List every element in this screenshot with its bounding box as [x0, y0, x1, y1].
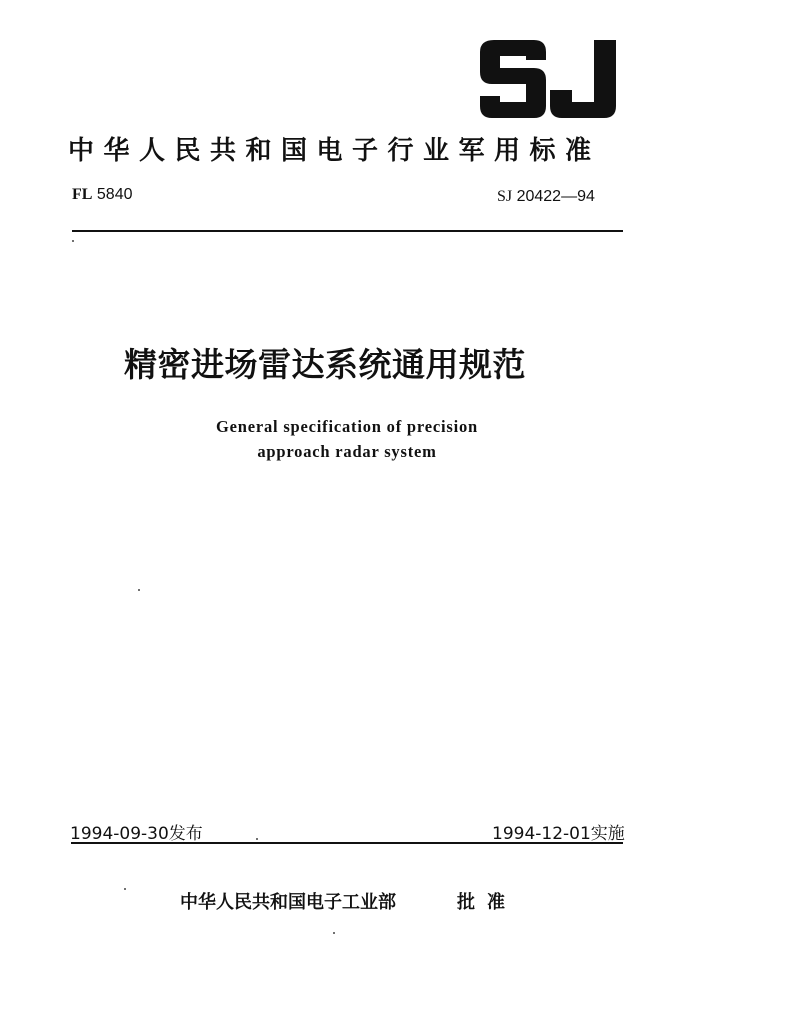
- document-title-chinese: 精密进场雷达系统通用规范: [124, 345, 526, 384]
- logo-letter-s: [480, 40, 546, 118]
- classification-number: 5840: [96, 186, 133, 203]
- standard-number: 20422—94: [516, 188, 595, 205]
- implementation-date: 1994-12-01实施: [492, 824, 625, 844]
- english-title-line-1: General specification of precision: [216, 417, 478, 436]
- header-rule: [72, 230, 623, 232]
- sj-logo: [476, 38, 622, 120]
- agency-title: 中华人民共和国电子行业军用标准: [68, 136, 601, 166]
- scan-speck: [333, 932, 335, 934]
- scan-speck: [72, 240, 74, 242]
- scan-speck: [138, 589, 140, 591]
- footer-rule: [71, 842, 623, 844]
- classification-code: [72, 186, 133, 204]
- logo-letter-j: [550, 40, 616, 118]
- issue-date: 1994-09-30发布: [70, 824, 203, 844]
- document-title-english: [190, 414, 504, 464]
- standard-code: [497, 188, 595, 206]
- classification-prefix: FL: [72, 186, 93, 203]
- scan-speck: [256, 838, 258, 840]
- standard-prefix: SJ: [497, 188, 513, 205]
- scan-speck: [124, 888, 126, 890]
- approve-label: 批准: [457, 892, 517, 913]
- approving-authority: 中华人民共和国电子工业部: [180, 892, 396, 913]
- english-title-line-2: approach radar system: [257, 442, 437, 461]
